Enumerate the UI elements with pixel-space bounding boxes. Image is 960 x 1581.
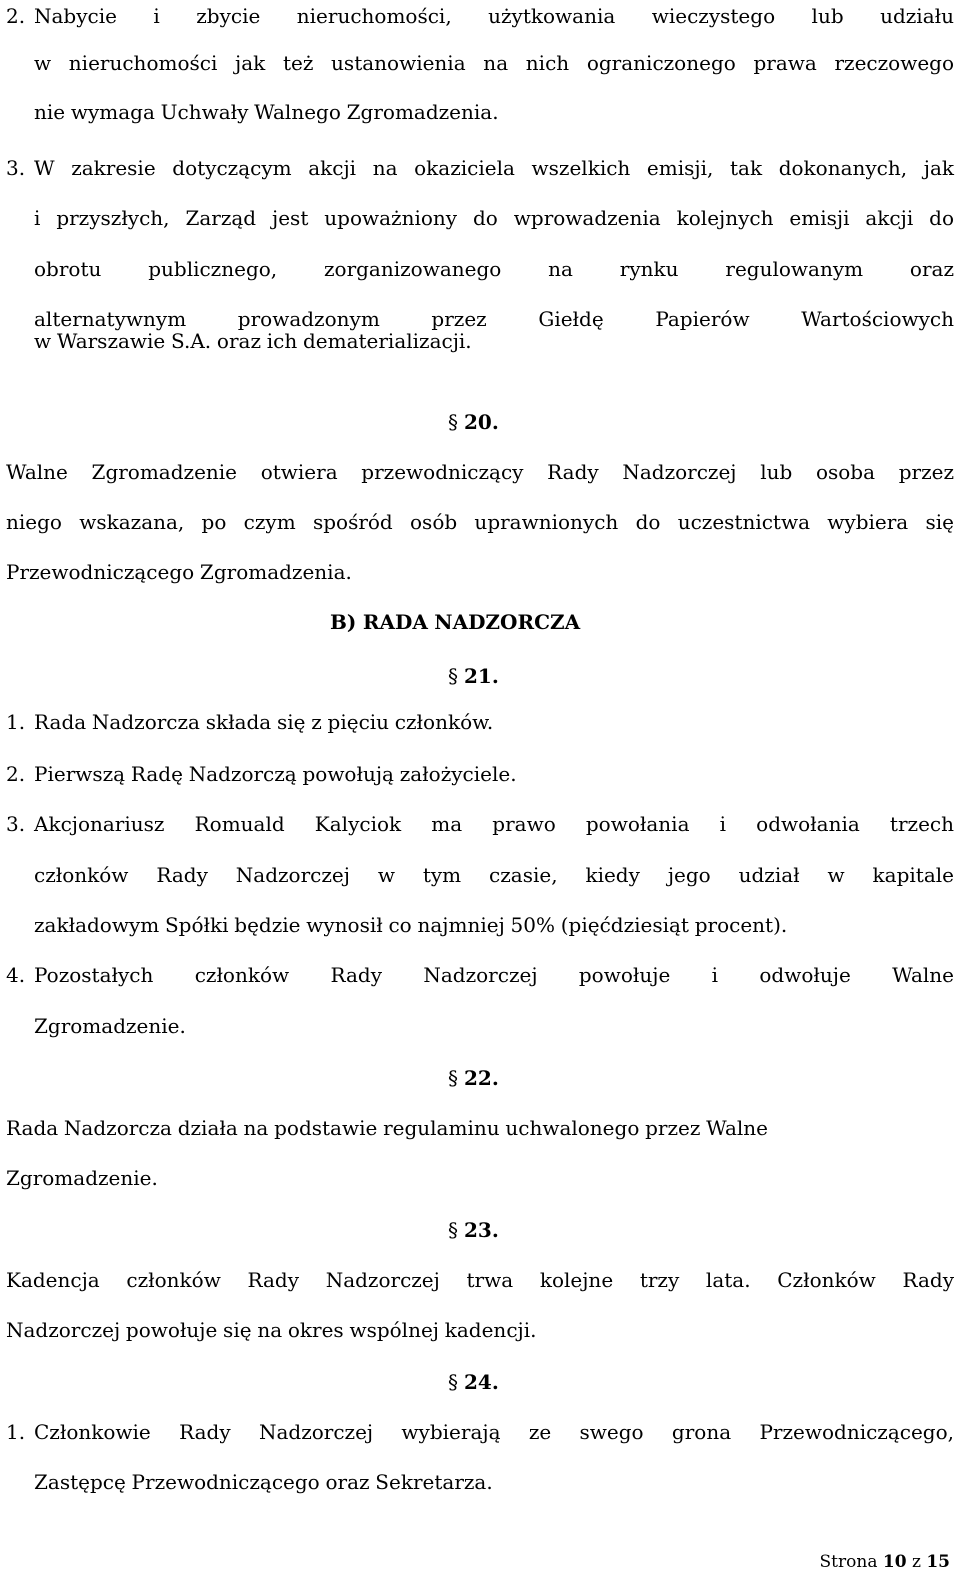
section-number-20: § 20.: [448, 410, 499, 434]
paragraph-line: Kadencja członków Rady Nadzorczej trwa kolejne trzy lata. Członków Rady: [6, 1268, 954, 1292]
paragraph-line: Zgromadzenie.: [6, 1166, 158, 1190]
paragraph-line: Nabycie i zbycie nieruchomości, użytkowania wieczystego lub udziału: [34, 4, 954, 28]
item-number: 3.: [6, 156, 26, 180]
item-number: 2.: [6, 762, 26, 786]
paragraph-line: członków Rady Nadzorczej w tym czasie, kiedy jego udział w kapitale: [34, 863, 954, 887]
item-number: 3.: [6, 812, 26, 836]
paragraph-line: zakładowym Spółki będzie wynosił co najmniej 50% (pięćdziesiąt procent).: [34, 913, 788, 937]
paragraph-line: Nadzorczej powołuje się na okres wspólnej kadencji.: [6, 1318, 537, 1342]
section-sign: §: [448, 1218, 458, 1242]
paragraph-line: niego wskazana, po czym spośród osób uprawnionych do uczestnictwa wybiera się: [6, 510, 954, 534]
paragraph-line: Rada Nadzorcza działa na podstawie regulaminu uchwalonego przez Walne: [6, 1116, 769, 1140]
footer-total-pages: 15: [926, 1552, 950, 1572]
section-sign: §: [448, 410, 458, 434]
paragraph-line: Zgromadzenie.: [34, 1014, 186, 1038]
paragraph-line: Pierwszą Radę Nadzorczą powołują założyciele.: [34, 762, 517, 786]
section-number-23: § 23.: [448, 1218, 499, 1242]
section-number-21: § 21.: [448, 664, 499, 688]
paragraph-line: i przyszłych, Zarząd jest upoważniony do wprowadzenia kolejnych emisji akcji do: [34, 206, 954, 230]
page-footer: [820, 1550, 950, 1574]
paragraph-line: Akcjonariusz Romuald Kalyciok ma prawo powołania i odwołania trzech: [34, 812, 954, 836]
paragraph-line: W zakresie dotyczącym akcji na okaziciela wszelkich emisji, tak dokonanych, jak: [34, 156, 954, 180]
item-number: 4.: [6, 963, 26, 987]
paragraph-line: nie wymaga Uchwały Walnego Zgromadzenia.: [34, 100, 499, 124]
item-number: 1.: [6, 710, 26, 734]
paragraph-line: Zastępcę Przewodniczącego oraz Sekretarza.: [34, 1470, 493, 1494]
paragraph-line: Pozostałych członków Rady Nadzorczej powołuje i odwołuje Walne: [34, 963, 954, 987]
paragraph-line: w Warszawie S.A. oraz ich dematerializacji.: [34, 329, 472, 353]
footer-current-page: 10: [882, 1552, 907, 1572]
footer-separator: z: [911, 1552, 921, 1572]
section-number-24: § 24.: [448, 1370, 499, 1394]
footer-label: Strona: [819, 1552, 878, 1572]
item-number: 2.: [6, 4, 26, 28]
item-number: 1.: [6, 1420, 26, 1444]
paragraph-line: Przewodniczącego Zgromadzenia.: [6, 560, 352, 584]
paragraph-line: Walne Zgromadzenie otwiera przewodniczący Rady Nadzorczej lub osoba przez: [6, 460, 954, 484]
paragraph-line: Rada Nadzorcza składa się z pięciu członków.: [34, 710, 494, 734]
paragraph-line: alternatywnym prowadzonym przez Giełdę Papierów Wartościowych: [34, 307, 954, 331]
paragraph-line: Członkowie Rady Nadzorczej wybierają ze swego grona Przewodniczącego,: [34, 1420, 954, 1444]
paragraph-line: obrotu publicznego, zorganizowanego na rynku regulowanym oraz: [34, 257, 954, 281]
paragraph-line: w nieruchomości jak też ustanowienia na nich ograniczonego prawa rzeczowego: [34, 51, 954, 75]
section-sign: §: [448, 1370, 458, 1394]
section-number-22: § 22.: [448, 1066, 499, 1090]
section-sign: §: [448, 664, 458, 688]
section-heading: B) RADA NADZORCZA: [330, 610, 581, 634]
section-sign: §: [448, 1066, 458, 1090]
